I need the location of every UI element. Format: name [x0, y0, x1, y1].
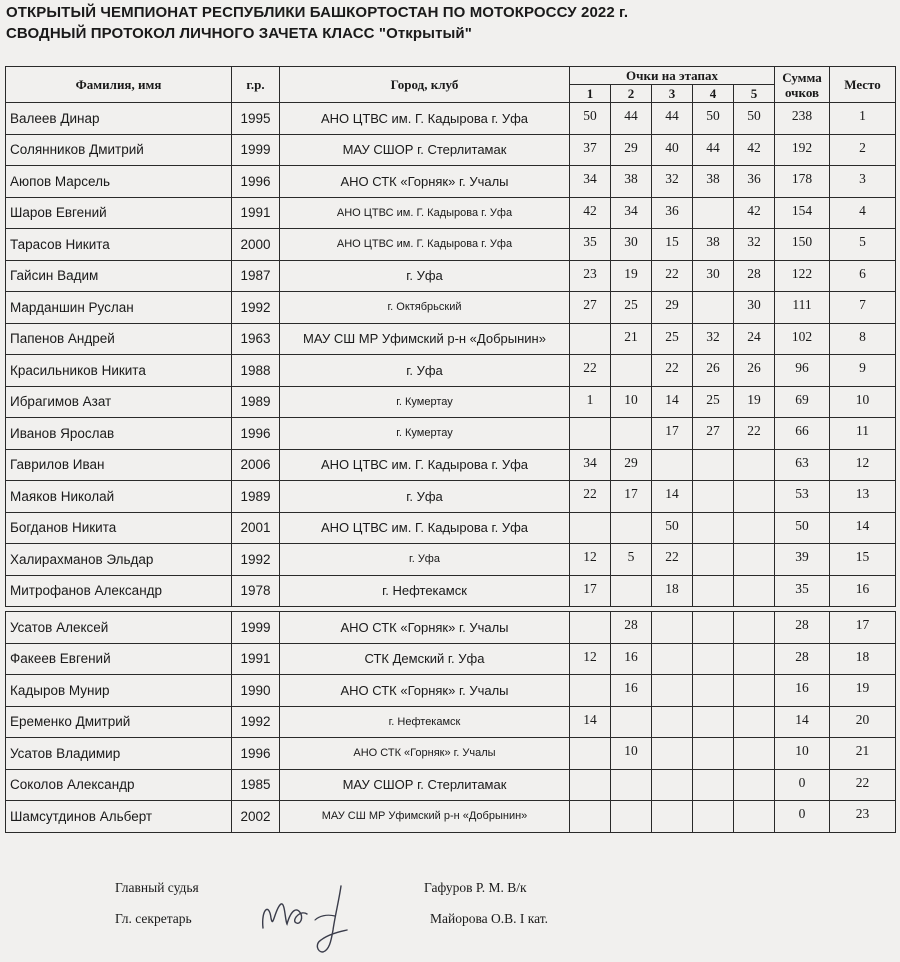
- cell-stage-1: 23: [570, 260, 611, 292]
- table-row: [6, 386, 896, 418]
- cell-stage-3: [652, 706, 693, 738]
- cell-stage-3: [652, 643, 693, 675]
- cell-sum: 39: [775, 544, 830, 576]
- cell-name: Халирахманов Эльдар: [6, 544, 232, 576]
- cell-place: 9: [830, 355, 896, 387]
- cell-stage-3: 32: [652, 166, 693, 198]
- cell-stage-5: 32: [734, 229, 775, 261]
- cell-stage-2: 10: [611, 386, 652, 418]
- cell-stage-2: 29: [611, 449, 652, 481]
- cell-place: 22: [830, 769, 896, 801]
- header-name: Фамилия, имя: [6, 67, 232, 103]
- table-row: [6, 103, 896, 135]
- cell-stage-2: 30: [611, 229, 652, 261]
- cell-sum: 96: [775, 355, 830, 387]
- cell-city: МАУ СШОР г. Стерлитамак: [280, 134, 570, 166]
- cell-sum: 178: [775, 166, 830, 198]
- cell-stage-1: 34: [570, 166, 611, 198]
- cell-stage-5: 24: [734, 323, 775, 355]
- cell-stage-1: 27: [570, 292, 611, 324]
- cell-place: 17: [830, 612, 896, 644]
- cell-stage-3: [652, 449, 693, 481]
- cell-city: АНО СТК «Горняк» г. Учалы: [280, 738, 570, 770]
- cell-stage-3: 22: [652, 355, 693, 387]
- cell-name: Солянников Дмитрий: [6, 134, 232, 166]
- cell-stage-5: [734, 449, 775, 481]
- cell-stage-2: 19: [611, 260, 652, 292]
- header-stage-5: 5: [734, 85, 775, 103]
- table-row: [6, 643, 896, 675]
- cell-stage-3: 29: [652, 292, 693, 324]
- cell-stage-4: 27: [693, 418, 734, 450]
- header-place: Место: [830, 67, 896, 103]
- cell-sum: 122: [775, 260, 830, 292]
- cell-stage-3: [652, 738, 693, 770]
- cell-stage-5: 28: [734, 260, 775, 292]
- header-year: г.р.: [232, 67, 280, 103]
- table-row: [6, 769, 896, 801]
- cell-year: 2002: [232, 801, 280, 833]
- cell-stage-1: 14: [570, 706, 611, 738]
- cell-stage-4: 26: [693, 355, 734, 387]
- cell-place: 11: [830, 418, 896, 450]
- cell-stage-2: [611, 706, 652, 738]
- table-row: [6, 512, 896, 544]
- cell-stage-5: 50: [734, 103, 775, 135]
- cell-city: СТК Демский г. Уфа: [280, 643, 570, 675]
- cell-stage-5: [734, 575, 775, 607]
- cell-name: Усатов Владимир: [6, 738, 232, 770]
- cell-place: 1: [830, 103, 896, 135]
- cell-stage-1: [570, 323, 611, 355]
- cell-name: Богданов Никита: [6, 512, 232, 544]
- cell-stage-1: [570, 769, 611, 801]
- cell-stage-1: 1: [570, 386, 611, 418]
- cell-stage-5: [734, 769, 775, 801]
- cell-place: 10: [830, 386, 896, 418]
- cell-year: 1996: [232, 738, 280, 770]
- cell-place: 6: [830, 260, 896, 292]
- cell-stage-3: [652, 769, 693, 801]
- cell-stage-2: 5: [611, 544, 652, 576]
- cell-name: Ибрагимов Азат: [6, 386, 232, 418]
- cell-stage-3: 40: [652, 134, 693, 166]
- header-stage-2: 2: [611, 85, 652, 103]
- cell-sum: 192: [775, 134, 830, 166]
- cell-stage-3: [652, 612, 693, 644]
- cell-stage-5: 42: [734, 197, 775, 229]
- cell-stage-4: [693, 197, 734, 229]
- cell-stage-4: [693, 481, 734, 513]
- cell-place: 23: [830, 801, 896, 833]
- cell-place: 14: [830, 512, 896, 544]
- cell-stage-4: 30: [693, 260, 734, 292]
- cell-stage-2: [611, 801, 652, 833]
- table-row: [6, 355, 896, 387]
- cell-stage-3: 25: [652, 323, 693, 355]
- cell-sum: 111: [775, 292, 830, 324]
- cell-stage-3: 22: [652, 260, 693, 292]
- cell-stage-4: [693, 643, 734, 675]
- cell-sum: 66: [775, 418, 830, 450]
- cell-name: Факеев Евгений: [6, 643, 232, 675]
- cell-stage-5: [734, 706, 775, 738]
- cell-year: 1995: [232, 103, 280, 135]
- table-row: [6, 706, 896, 738]
- cell-stage-2: 16: [611, 643, 652, 675]
- cell-place: 18: [830, 643, 896, 675]
- cell-stage-1: 35: [570, 229, 611, 261]
- cell-stage-3: 14: [652, 386, 693, 418]
- cell-sum: 63: [775, 449, 830, 481]
- cell-stage-4: 38: [693, 166, 734, 198]
- cell-stage-3: 50: [652, 512, 693, 544]
- cell-year: 1963: [232, 323, 280, 355]
- cell-year: 1989: [232, 481, 280, 513]
- cell-stage-2: 21: [611, 323, 652, 355]
- cell-sum: 0: [775, 769, 830, 801]
- cell-stage-5: [734, 675, 775, 707]
- header-stages: Очки на этапах: [570, 67, 775, 85]
- cell-sum: 16: [775, 675, 830, 707]
- chief-judge-name: Гафуров Р. М. В/к: [424, 880, 527, 895]
- cell-stage-3: 17: [652, 418, 693, 450]
- cell-year: 1996: [232, 418, 280, 450]
- cell-name: Кадыров Мунир: [6, 675, 232, 707]
- cell-stage-1: [570, 675, 611, 707]
- cell-name: Гаврилов Иван: [6, 449, 232, 481]
- table-row: [6, 323, 896, 355]
- cell-sum: 14: [775, 706, 830, 738]
- cell-name: Митрофанов Александр: [6, 575, 232, 607]
- cell-stage-5: 26: [734, 355, 775, 387]
- document-subtitle: СВОДНЫЙ ПРОТОКОЛ ЛИЧНОГО ЗАЧЕТА КЛАСС "Открытый": [6, 25, 472, 42]
- cell-place: 4: [830, 197, 896, 229]
- cell-stage-1: 12: [570, 544, 611, 576]
- table-row: [6, 612, 896, 644]
- cell-stage-1: [570, 801, 611, 833]
- table-row: [6, 675, 896, 707]
- header-stage-4: 4: [693, 85, 734, 103]
- cell-year: 1989: [232, 386, 280, 418]
- cell-city: г. Кумертау: [280, 386, 570, 418]
- cell-name: Марданшин Руслан: [6, 292, 232, 324]
- cell-stage-3: 36: [652, 197, 693, 229]
- cell-place: 5: [830, 229, 896, 261]
- cell-place: 13: [830, 481, 896, 513]
- cell-place: 20: [830, 706, 896, 738]
- chief-secretary-label: Гл. секретарь: [115, 911, 192, 926]
- results-table: [5, 66, 896, 833]
- cell-stage-1: 17: [570, 575, 611, 607]
- cell-name: Красильников Никита: [6, 355, 232, 387]
- cell-sum: 69: [775, 386, 830, 418]
- cell-city: МАУ СШОР г. Стерлитамак: [280, 769, 570, 801]
- cell-stage-3: [652, 675, 693, 707]
- cell-city: АНО СТК «Горняк» г. Учалы: [280, 675, 570, 707]
- cell-stage-5: [734, 512, 775, 544]
- cell-year: 1985: [232, 769, 280, 801]
- cell-sum: 50: [775, 512, 830, 544]
- cell-stage-2: 16: [611, 675, 652, 707]
- cell-stage-1: 37: [570, 134, 611, 166]
- cell-name: Тарасов Никита: [6, 229, 232, 261]
- cell-year: 1999: [232, 612, 280, 644]
- cell-city: г. Уфа: [280, 481, 570, 513]
- cell-name: Аюпов Марсель: [6, 166, 232, 198]
- cell-year: 1992: [232, 544, 280, 576]
- cell-stage-2: [611, 355, 652, 387]
- cell-stage-2: 29: [611, 134, 652, 166]
- cell-place: 3: [830, 166, 896, 198]
- cell-stage-5: 19: [734, 386, 775, 418]
- cell-sum: 238: [775, 103, 830, 135]
- cell-stage-1: [570, 738, 611, 770]
- cell-year: 1996: [232, 166, 280, 198]
- cell-stage-5: [734, 801, 775, 833]
- chief-secretary-name: Майорова О.В. I кат.: [430, 911, 549, 926]
- cell-stage-2: [611, 575, 652, 607]
- cell-stage-4: [693, 449, 734, 481]
- cell-stage-3: 22: [652, 544, 693, 576]
- cell-stage-3: [652, 801, 693, 833]
- cell-place: 7: [830, 292, 896, 324]
- cell-year: 1992: [232, 292, 280, 324]
- cell-stage-1: 42: [570, 197, 611, 229]
- cell-stage-5: 30: [734, 292, 775, 324]
- cell-year: 1978: [232, 575, 280, 607]
- cell-stage-4: [693, 706, 734, 738]
- cell-year: 1991: [232, 197, 280, 229]
- cell-sum: 35: [775, 575, 830, 607]
- cell-stage-2: 38: [611, 166, 652, 198]
- cell-year: 1988: [232, 355, 280, 387]
- cell-stage-1: 12: [570, 643, 611, 675]
- cell-sum: 154: [775, 197, 830, 229]
- cell-stage-4: [693, 769, 734, 801]
- cell-name: Шамсутдинов Альберт: [6, 801, 232, 833]
- signature-image: [255, 880, 370, 955]
- cell-stage-2: 25: [611, 292, 652, 324]
- cell-stage-4: 25: [693, 386, 734, 418]
- header-sum: Сумма очков: [775, 67, 830, 103]
- table-row: [6, 292, 896, 324]
- cell-place: 15: [830, 544, 896, 576]
- cell-stage-1: 22: [570, 481, 611, 513]
- cell-city: АНО ЦТВС им. Г. Кадырова г. Уфа: [280, 512, 570, 544]
- table-row: [6, 197, 896, 229]
- cell-city: МАУ СШ МР Уфимский р-н «Добрынин»: [280, 801, 570, 833]
- cell-name: Маяков Николай: [6, 481, 232, 513]
- cell-year: 1999: [232, 134, 280, 166]
- cell-place: 2: [830, 134, 896, 166]
- cell-stage-5: [734, 481, 775, 513]
- cell-stage-2: [611, 512, 652, 544]
- cell-city: г. Нефтекамск: [280, 706, 570, 738]
- cell-stage-1: [570, 512, 611, 544]
- cell-city: АНО ЦТВС им. Г. Кадырова г. Уфа: [280, 449, 570, 481]
- cell-stage-4: [693, 512, 734, 544]
- cell-year: 1990: [232, 675, 280, 707]
- cell-stage-4: [693, 575, 734, 607]
- table-row: [6, 738, 896, 770]
- cell-sum: 102: [775, 323, 830, 355]
- cell-name: Усатов Алексей: [6, 612, 232, 644]
- cell-stage-5: [734, 544, 775, 576]
- cell-stage-4: [693, 738, 734, 770]
- cell-stage-1: 22: [570, 355, 611, 387]
- cell-stage-2: [611, 769, 652, 801]
- cell-place: 12: [830, 449, 896, 481]
- cell-stage-1: 50: [570, 103, 611, 135]
- cell-city: г. Уфа: [280, 544, 570, 576]
- cell-city: АНО СТК «Горняк» г. Учалы: [280, 166, 570, 198]
- cell-stage-5: 22: [734, 418, 775, 450]
- cell-stage-5: 36: [734, 166, 775, 198]
- cell-stage-4: [693, 675, 734, 707]
- table-row: [6, 575, 896, 607]
- cell-stage-4: 32: [693, 323, 734, 355]
- table-row: [6, 544, 896, 576]
- cell-stage-5: [734, 738, 775, 770]
- cell-year: 2000: [232, 229, 280, 261]
- cell-stage-4: [693, 612, 734, 644]
- cell-sum: 10: [775, 738, 830, 770]
- cell-sum: 150: [775, 229, 830, 261]
- cell-stage-2: 44: [611, 103, 652, 135]
- cell-stage-3: 14: [652, 481, 693, 513]
- cell-place: 21: [830, 738, 896, 770]
- cell-city: АНО ЦТВС им. Г. Кадырова г. Уфа: [280, 229, 570, 261]
- cell-stage-3: 44: [652, 103, 693, 135]
- table-row: [6, 801, 896, 833]
- cell-place: 8: [830, 323, 896, 355]
- cell-city: г. Нефтекамск: [280, 575, 570, 607]
- cell-place: 19: [830, 675, 896, 707]
- cell-year: 1992: [232, 706, 280, 738]
- cell-stage-3: 18: [652, 575, 693, 607]
- cell-city: АНО ЦТВС им. Г. Кадырова г. Уфа: [280, 103, 570, 135]
- cell-stage-5: [734, 643, 775, 675]
- cell-city: АНО СТК «Горняк» г. Учалы: [280, 612, 570, 644]
- cell-stage-4: [693, 801, 734, 833]
- cell-city: г. Кумертау: [280, 418, 570, 450]
- table-row: [6, 260, 896, 292]
- cell-year: 2006: [232, 449, 280, 481]
- header-city: Город, клуб: [280, 67, 570, 103]
- cell-year: 1991: [232, 643, 280, 675]
- cell-year: 2001: [232, 512, 280, 544]
- cell-name: Еременко Дмитрий: [6, 706, 232, 738]
- cell-sum: 28: [775, 643, 830, 675]
- header-stage-3: 3: [652, 85, 693, 103]
- table-row: [6, 166, 896, 198]
- cell-stage-5: 42: [734, 134, 775, 166]
- table-row: [6, 449, 896, 481]
- cell-stage-2: 17: [611, 481, 652, 513]
- table-row: [6, 229, 896, 261]
- cell-stage-2: 10: [611, 738, 652, 770]
- cell-stage-4: 44: [693, 134, 734, 166]
- table-row: [6, 134, 896, 166]
- cell-stage-1: 34: [570, 449, 611, 481]
- cell-stage-1: [570, 418, 611, 450]
- cell-city: АНО ЦТВС им. Г. Кадырова г. Уфа: [280, 197, 570, 229]
- cell-sum: 53: [775, 481, 830, 513]
- table-row: [6, 481, 896, 513]
- cell-name: Валеев Динар: [6, 103, 232, 135]
- cell-city: г. Уфа: [280, 260, 570, 292]
- cell-place: 16: [830, 575, 896, 607]
- cell-stage-4: [693, 544, 734, 576]
- header-stage-1: 1: [570, 85, 611, 103]
- cell-name: Шаров Евгений: [6, 197, 232, 229]
- cell-stage-4: 38: [693, 229, 734, 261]
- cell-stage-3: 15: [652, 229, 693, 261]
- cell-stage-4: [693, 292, 734, 324]
- cell-city: г. Уфа: [280, 355, 570, 387]
- cell-stage-2: 28: [611, 612, 652, 644]
- document-title: ОТКРЫТЫЙ ЧЕМПИОНАТ РЕСПУБЛИКИ БАШКОРТОСТАН ПО МОТОКРОССУ 2022 г.: [6, 4, 629, 21]
- cell-stage-4: 50: [693, 103, 734, 135]
- cell-name: Гайсин Вадим: [6, 260, 232, 292]
- table-row: [6, 418, 896, 450]
- cell-stage-5: [734, 612, 775, 644]
- cell-city: МАУ СШ МР Уфимский р-н «Добрынин»: [280, 323, 570, 355]
- cell-city: г. Октябрьский: [280, 292, 570, 324]
- cell-stage-1: [570, 612, 611, 644]
- cell-year: 1987: [232, 260, 280, 292]
- cell-sum: 28: [775, 612, 830, 644]
- cell-sum: 0: [775, 801, 830, 833]
- chief-judge-label: Главный судья: [115, 880, 199, 895]
- cell-name: Соколов Александр: [6, 769, 232, 801]
- cell-name: Папенов Андрей: [6, 323, 232, 355]
- cell-name: Иванов Ярослав: [6, 418, 232, 450]
- cell-stage-2: [611, 418, 652, 450]
- cell-stage-2: 34: [611, 197, 652, 229]
